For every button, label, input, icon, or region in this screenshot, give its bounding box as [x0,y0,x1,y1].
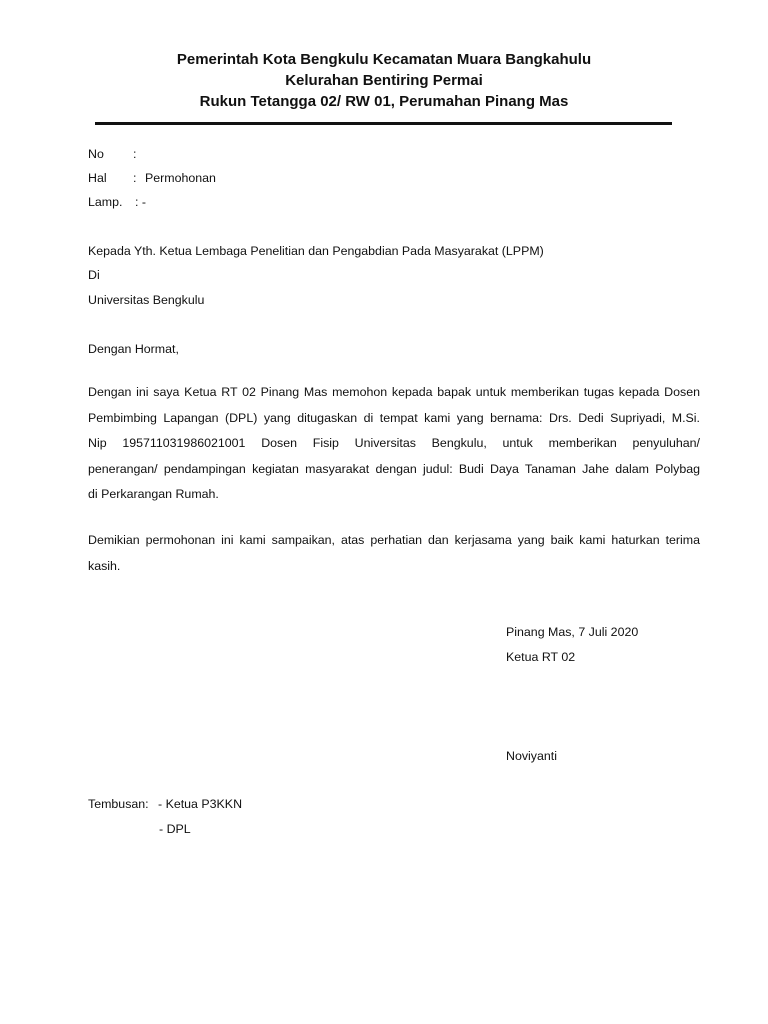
signature-name: Noviyanti [506,749,557,763]
letterhead-line-3: Rukun Tetangga 02/ RW 01, Perumahan Pinang Mas [199,93,569,110]
body-p1-line: Pembimbing Lapangan (DPL) yang ditugaskan di tempat kami yang bernama: Drs. Dedi Supriyadi, M.Si. [88,410,700,425]
cc-label: Tembusan: [88,797,149,811]
cc-item-2: - DPL [159,822,191,836]
no-label: No [88,147,104,161]
signature-place-date: Pinang Mas, 7 Juli 2020 [506,625,639,639]
body-p1-line: penerangan/ pendampingan kegiatan masyarakat dengan judul: Budi Daya Tanaman Jahe dalam Polybag [88,461,700,476]
hal-value: Permohonan [145,171,216,185]
body-p1-line: di Perkarangan Rumah. [88,487,219,501]
salutation: Dengan Hormat, [88,342,179,356]
hal-label: Hal [88,171,107,185]
lamp-value: : - [135,195,147,209]
body-p1-line: Dengan ini saya Ketua RT 02 Pinang Mas memohon kepada bapak untuk memberikan tugas kepada Dosen [88,385,700,399]
recipient-line-3: Universitas Bengkulu [88,293,205,307]
signature-position: Ketua RT 02 [506,650,576,664]
body-p1-line: Nip 195711031986021001 Dosen Fisip Universitas Bengkulu, untuk memberikan penyuluhan/ [88,436,700,450]
body-p2-line: kasih. [88,558,121,573]
body-paragraph-1 [88,380,700,508]
letterhead-line-2: Kelurahan Bentiring Permai [285,72,483,89]
lamp-label: Lamp. [88,195,123,209]
cc-item-1: - Ketua P3KKN [158,797,243,811]
no-colon: : [133,147,137,161]
letterhead-line-1: Pemerintah Kota Bengkulu Kecamatan Muara Bangkahulu [176,51,592,68]
letterhead-divider [95,122,672,125]
recipient-line-2: Di [88,268,100,282]
recipient-line-1: Kepada Yth. Ketua Lembaga Penelitian dan Pengabdian Pada Masyarakat (LPPM) [88,244,544,258]
body-p2-line: Demikian permohonan ini kami sampaikan, atas perhatian dan kerjasama yang baik kami haturkan terima [88,533,700,547]
body-paragraph-2 [88,528,700,579]
hal-colon: : [133,171,137,185]
